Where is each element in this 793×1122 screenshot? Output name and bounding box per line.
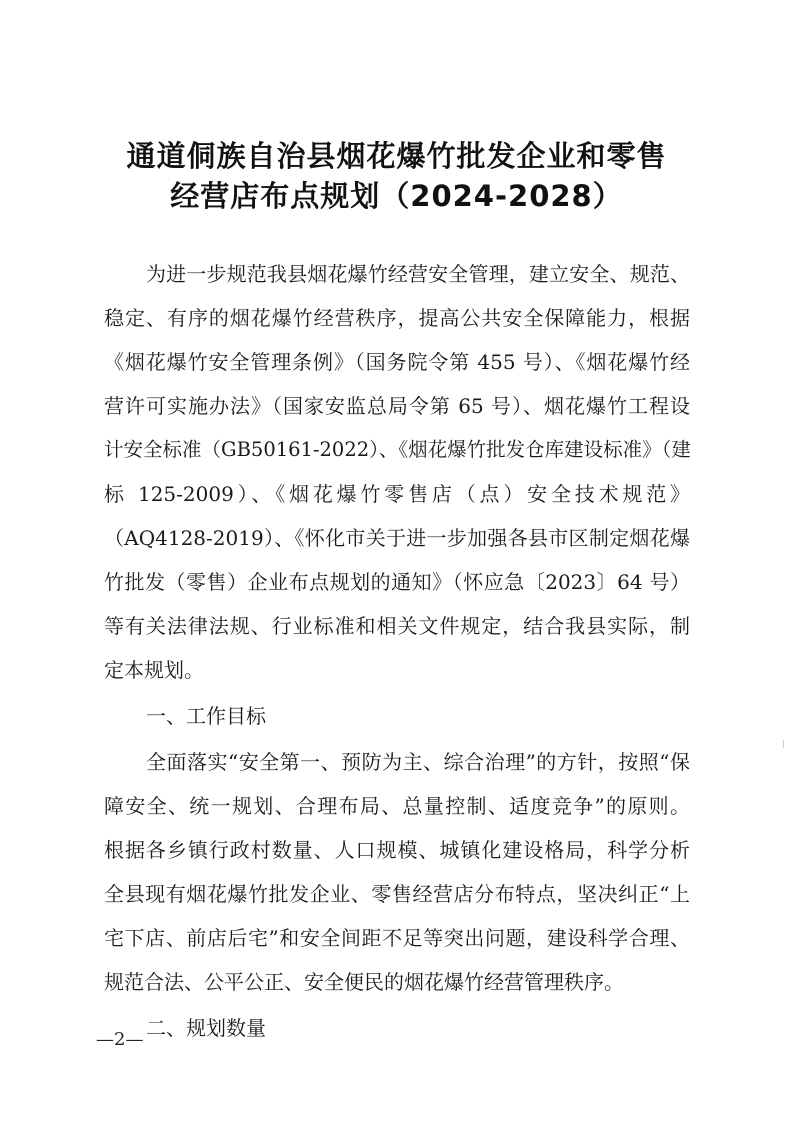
section-heading-work-goals: 一、工作目标 (146, 704, 266, 728)
section1-line: 根据各乡镇行政村数量、人口规模、城镇化建设格局，科学分析 (104, 838, 690, 862)
document-title-line-2: 经营店布点规划（2024-2028） (170, 179, 623, 213)
intro-line: 竹批发（零售）企业布点规划的通知》（怀应急〔2023〕64 号） (104, 570, 690, 594)
scan-edge-mark (783, 740, 784, 748)
section1-line: 障安全、统一规划、合理布局、总量控制、适度竞争”的原则。 (104, 794, 690, 818)
section-heading-planning-quantity: 二、规划数量 (146, 1016, 266, 1040)
intro-line: 为进一步规范我县烟花爆竹经营安全管理，建立安全、规范、 (146, 262, 690, 286)
intro-line: 营许可实施办法》（国家安监总局令第 65 号）、烟花爆竹工程设 (104, 394, 690, 418)
section1-line: 全面落实“安全第一、预防为主、综合治理”的方针，按照“保 (146, 750, 690, 774)
intro-line: （AQ4128-2019）、《怀化市关于进一步加强各县市区制定烟花爆 (104, 526, 690, 550)
intro-line: 定本规划。 (104, 658, 204, 682)
intro-line: 等有关法律法规、行业标准和相关文件规定，结合我县实际，制 (104, 614, 690, 638)
intro-line: 《烟花爆竹安全管理条例》（国务院令第 455 号）、《烟花爆竹经 (104, 350, 690, 374)
intro-line: 标 125-2009）、《烟花爆竹零售店（点）安全技术规范》 (104, 482, 690, 506)
intro-line: 计安全标准（GB50161-2022）、《烟花爆竹批发仓库建设标准》（建 (104, 438, 691, 461)
section1-line: 全县现有烟花爆竹批发企业、零售经营店分布特点，坚决纠正“上 (104, 882, 690, 906)
page-number: —2— (96, 1029, 144, 1050)
section1-line: 宅下店、前店后宅”和安全间距不足等突出问题，建设科学合理、 (104, 926, 690, 950)
intro-line: 稳定、有序的烟花爆竹经营秩序，提高公共安全保障能力，根据 (104, 306, 690, 330)
document-title-line-1: 通道侗族自治县烟花爆竹批发企业和零售 (126, 139, 667, 173)
section1-line: 规范合法、公平公正、安全便民的烟花爆竹经营管理秩序。 (104, 970, 624, 994)
